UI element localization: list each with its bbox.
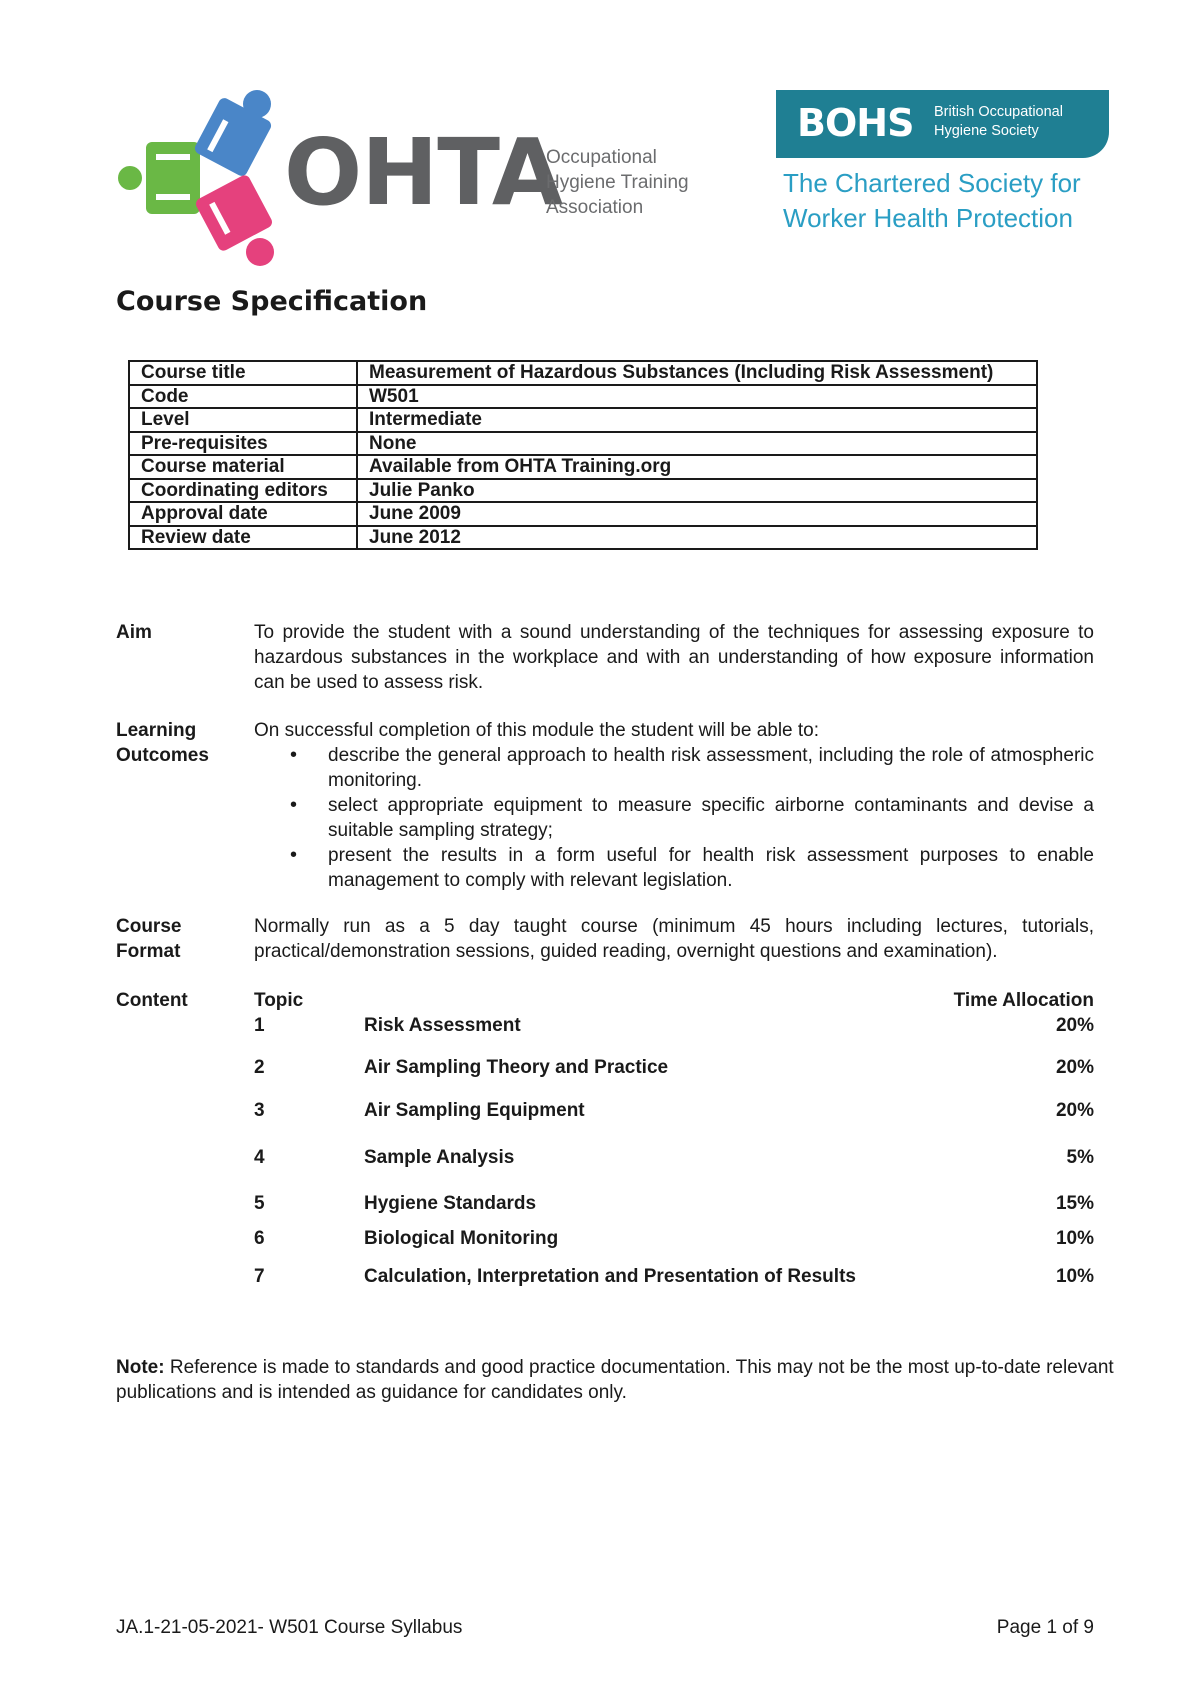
topic-percent: 10% xyxy=(1055,1228,1094,1249)
label-line: Course xyxy=(116,916,182,937)
topic-percent: 15% xyxy=(1055,1193,1094,1214)
bohs-society-name xyxy=(934,103,1063,141)
topic-header: Topic xyxy=(254,990,304,1011)
note-label: Note: xyxy=(116,1357,165,1378)
spec-value: None xyxy=(357,432,1037,456)
table-row xyxy=(129,432,1037,456)
topic-number: 7 xyxy=(254,1266,265,1287)
bohs-name-line: British Occupational xyxy=(934,104,1063,120)
ohta-subtitle-line: Association xyxy=(546,197,644,218)
topic-name: Air Sampling Equipment xyxy=(364,1100,585,1121)
table-row xyxy=(129,502,1037,526)
footer-document-ref: JA.1-21-05-2021- W501 Course Syllabus xyxy=(116,1617,463,1638)
spec-value: Intermediate xyxy=(357,408,1037,432)
topic-number: 5 xyxy=(254,1193,265,1214)
table-row xyxy=(129,361,1037,385)
spec-value: Available from OHTA Training.org xyxy=(357,455,1037,479)
course-format-text: Normally run as a 5 day taught course (minimum 45 hours including lectures, tutorials, practical/demonstration sessions, guided reading, overnight questions and examination). xyxy=(254,916,1094,962)
list-item: • describe the general approach to health risk assessment, including the role of atmospheric monitoring. xyxy=(254,743,1094,793)
aim-text: To provide the student with a sound understanding of the techniques for assessing exposure to hazardous substances in the workplace and with an understanding of how exposure information can be used to assess risk. xyxy=(254,622,1094,693)
topic-number: 3 xyxy=(254,1100,265,1121)
course-format-label xyxy=(116,914,181,964)
topic-number: 6 xyxy=(254,1228,265,1249)
topic-number: 4 xyxy=(254,1147,265,1168)
aim-label: Aim xyxy=(116,622,152,643)
ohta-subtitle xyxy=(546,145,689,220)
topic-percent: 10% xyxy=(1055,1266,1094,1287)
ohta-subtitle-line: Occupational xyxy=(546,147,657,168)
spec-key: Review date xyxy=(129,526,357,550)
label-line: Learning xyxy=(116,720,197,741)
outcome-list xyxy=(254,743,1094,893)
spec-value: W501 xyxy=(357,385,1037,409)
spec-key: Pre-requisites xyxy=(129,432,357,456)
topic-name: Risk Assessment xyxy=(364,1015,521,1036)
topic-percent: 20% xyxy=(1055,1057,1094,1078)
page-title: Course Specification xyxy=(116,286,428,317)
list-item: • present the results in a form useful for health risk assessment purposes to enable management to comply with relevant legislation. xyxy=(254,843,1094,893)
label-line: Outcomes xyxy=(116,745,209,766)
list-item: • select appropriate equipment to measure specific airborne contaminants and devise a suitable sampling strategy; xyxy=(254,793,1094,843)
bohs-tagline xyxy=(783,166,1081,236)
bohs-wordmark: BOHS xyxy=(797,101,914,145)
table-row xyxy=(129,455,1037,479)
spec-value: Measurement of Hazardous Substances (Including Risk Assessment) xyxy=(357,361,1037,385)
learning-outcomes xyxy=(254,718,1094,893)
ohta-figure-green-body xyxy=(146,142,200,214)
table-row xyxy=(129,408,1037,432)
spec-key: Code xyxy=(129,385,357,409)
topic-percent: 5% xyxy=(1066,1147,1094,1168)
time-allocation-header: Time Allocation xyxy=(953,990,1094,1011)
content-label: Content xyxy=(116,990,188,1011)
bohs-name-line: Hygiene Society xyxy=(934,123,1039,139)
topic-name: Air Sampling Theory and Practice xyxy=(364,1057,669,1078)
footer-page-number: Page 1 of 9 xyxy=(996,1617,1094,1638)
spec-key: Approval date xyxy=(129,502,357,526)
topic-number: 1 xyxy=(254,1015,265,1036)
topic-percent: 20% xyxy=(1055,1015,1094,1036)
topic-percent: 20% xyxy=(1055,1100,1094,1121)
table-row xyxy=(129,479,1037,503)
learning-outcomes-label xyxy=(116,718,209,768)
ohta-subtitle-line: Hygiene Training xyxy=(546,172,689,193)
ohta-wordmark: OHTA xyxy=(284,119,563,226)
bohs-tagline-line: Worker Health Protection xyxy=(783,203,1073,233)
spec-key: Coordinating editors xyxy=(129,479,357,503)
spec-key: Course material xyxy=(129,455,357,479)
note-text: Reference is made to standards and good practice documentation. This may not be the most up-to-date relevant publications and is intended as guidance for candidates only. xyxy=(116,1357,1114,1403)
spec-value: June 2009 xyxy=(357,502,1037,526)
topic-number: 2 xyxy=(254,1057,265,1078)
label-line: Format xyxy=(116,941,181,962)
spec-key: Level xyxy=(129,408,357,432)
topic-name: Hygiene Standards xyxy=(364,1193,537,1214)
bohs-tagline-line: The Chartered Society for xyxy=(783,168,1081,198)
ohta-figure-pink-head xyxy=(246,238,274,266)
topic-name: Sample Analysis xyxy=(364,1147,515,1168)
spec-key: Course title xyxy=(129,361,357,385)
ohta-figure-green-head xyxy=(118,166,142,190)
topic-name: Calculation, Interpretation and Presentation of Results xyxy=(364,1266,856,1287)
note xyxy=(116,1355,1116,1405)
spec-value: Julie Panko xyxy=(357,479,1037,503)
outcomes-intro: On successful completion of this module the student will be able to: xyxy=(254,720,820,741)
course-spec-table xyxy=(128,360,1038,550)
topic-name: Biological Monitoring xyxy=(364,1228,559,1249)
table-row xyxy=(129,526,1037,550)
table-row xyxy=(129,385,1037,409)
spec-value: June 2012 xyxy=(357,526,1037,550)
